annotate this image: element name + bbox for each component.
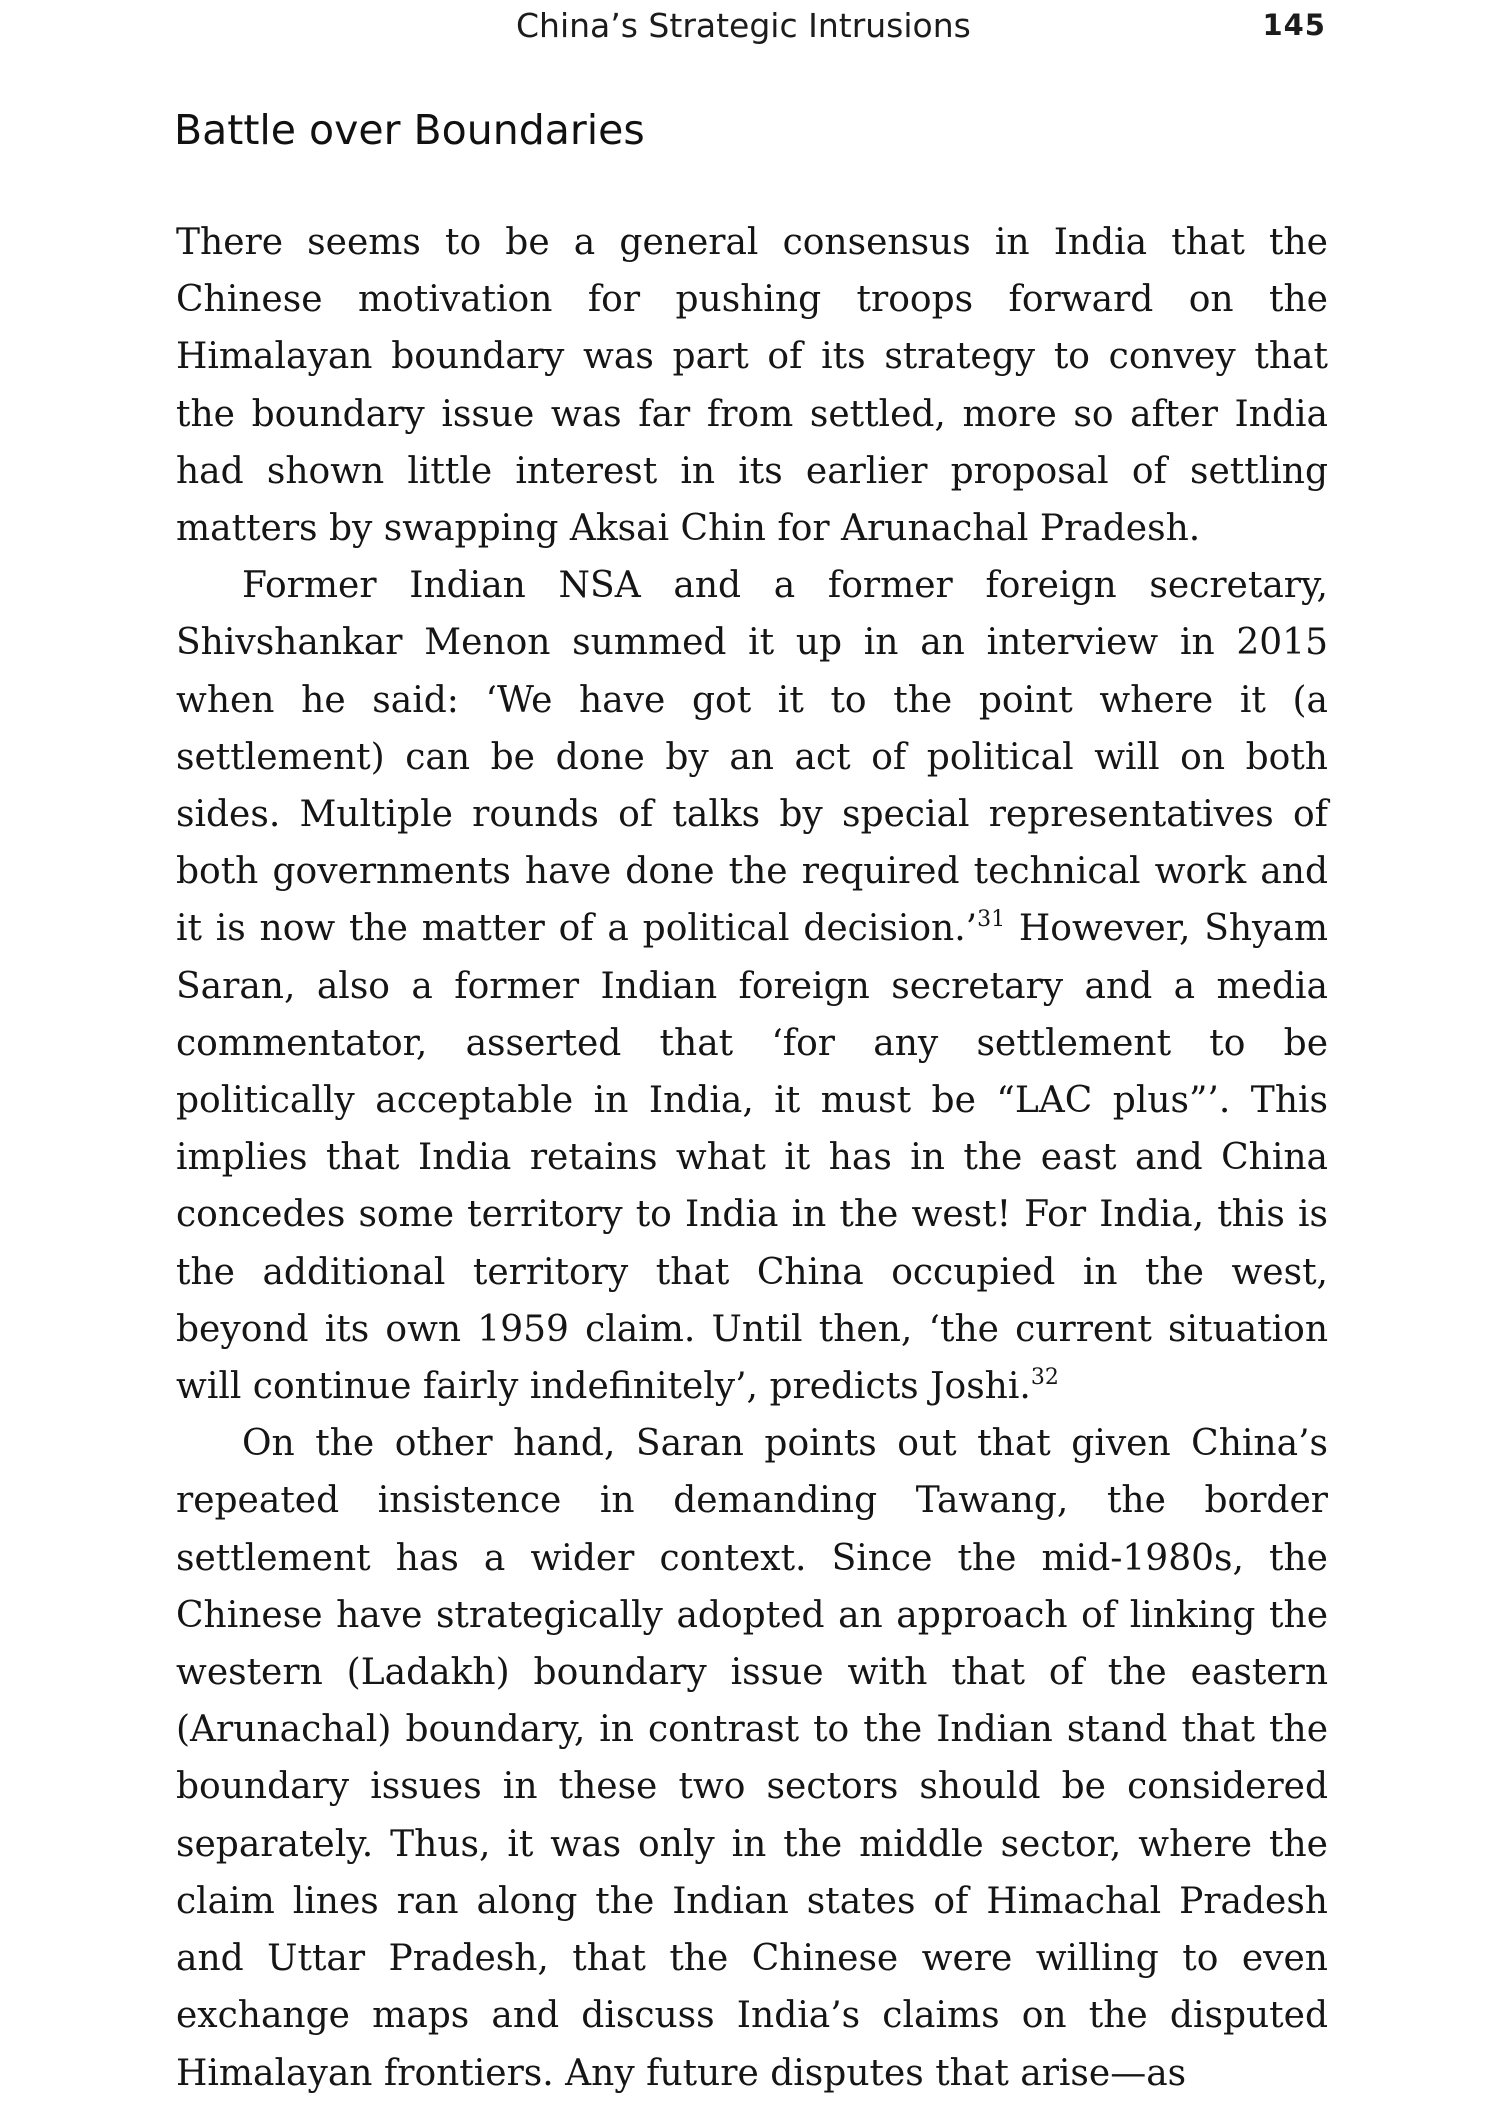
paragraph-1: There seems to be a general consensus in India that the Chinese motivation for pushing troops forward on the Himalayan boundary was part of its strategy to convey that the boundary issue was far from settled, more so after India had shown little interest in its earlier proposal of settling matters by swapping Aksai Chin for Arunachal Pradesh.	[176, 222, 1328, 550]
paragraph-2-text-b: However, Shyam Saran, also a former Indian foreign secretary and a media commentator, asserted that ‘for any settlement to be politically acceptable in India, it must be “LAC plus”’. This implies that India retains what it has in the east and China concedes some territory to India in the west! For India, this is the additional territory that China occupied in the west, beyond its own 1959 claim. Until then, ‘the current situation will continue fairly indefinitely’, predicts Joshi.	[176, 908, 1328, 1408]
page-number: 145	[1262, 8, 1326, 42]
running-head	[176, 2, 1326, 52]
paragraph-2-text-a: Former Indian NSA and a former foreign secretary, Shivshankar Menon summed it up in an interview in 2015 when he said: ‘We have got it to the point where it (a settlement) can be done by an act of political will on both sides. Multiple rounds of talks by special representatives of both governments have done the required technical work and it is now the matter of a political decision.’	[176, 565, 1328, 950]
body-text	[176, 214, 1328, 2102]
footnote-ref-32[interactable]: 32	[1030, 1365, 1059, 1391]
paragraph-2	[176, 557, 1328, 1415]
footnote-ref-31[interactable]: 31	[977, 907, 1006, 933]
section-heading: Battle over Boundaries	[174, 106, 645, 154]
paragraph-3: On the other hand, Saran points out that given China’s repeated insistence in demanding Tawang, the border settlement has a wider context. Since the mid-1980s, the Chinese have strategically adopted an approach of linking the western (Ladakh) boundary issue with that of the eastern (Arunachal) boundary, in contrast to the Indian stand that the boundary issues in these two sectors should be considered separately. Thus, it was only in the middle sector, where the claim lines ran along the Indian states of Himachal Pradesh and Uttar Pradesh, that the Chinese were willing to even exchange maps and discuss India’s claims on the disputed Himalayan frontiers. Any future disputes that arise—as	[176, 1423, 1328, 2094]
running-head-title: China’s Strategic Intrusions	[516, 6, 971, 45]
